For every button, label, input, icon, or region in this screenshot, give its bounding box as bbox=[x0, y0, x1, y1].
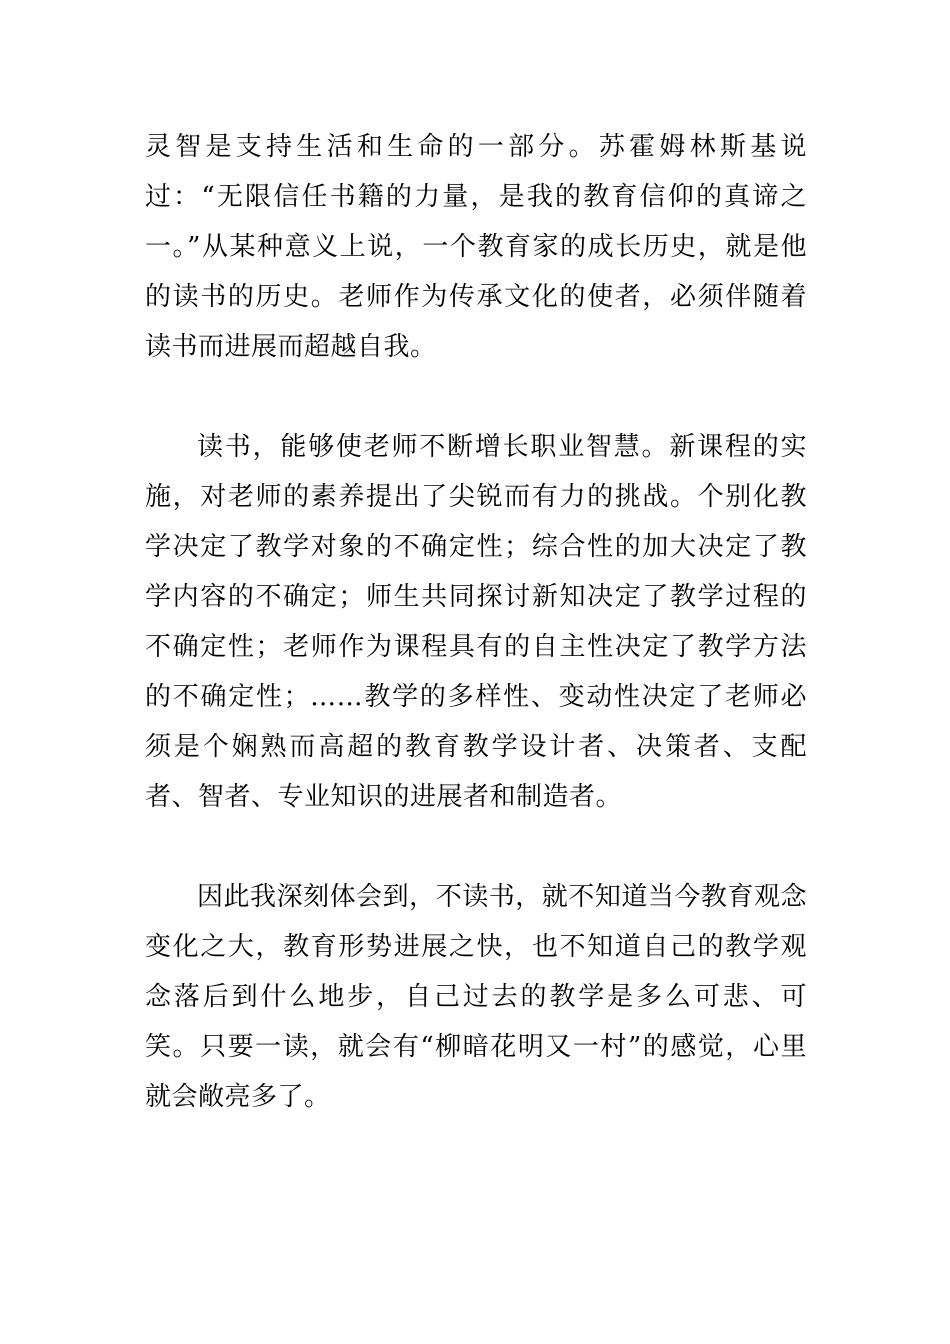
document-body bbox=[145, 122, 807, 1122]
paragraph-continuation: 灵智是支持生活和生命的一部分。苏霍姆林斯基说过：“无限信任书籍的力量，是我的教育信仰的真谛之一。”从某种意义上说，一个教育家的成长历史，就是他的读书的历史。老师作为传承文化的使者，必须伴随着读书而进展而超越自我。 bbox=[145, 132, 807, 362]
paragraph-reading-wisdom: 读书，能够使老师不断增长职业智慧。新课程的实施，对老师的素养提出了尖锐而有力的挑战。个别化教学决定了教学对象的不确定性；综合性的加大决定了教学内容的不确定；师生共同探讨新知决定了教学过程的不确定性；老师作为课程具有的自主性决定了教学方法的不确定性；……教学的多样性、变动性决定了老师必须是个娴熟而高超的教育教学设计者、决策者、支配者、智者、专业知识的进展者和制造者。 bbox=[145, 432, 807, 812]
paragraph-conclusion: 因此我深刻体会到，不读书，就不知道当今教育观念变化之大，教育形势进展之快，也不知道自己的教学观念落后到什么地步，自己过去的教学是多么可悲、可笑。只要一读，就会有“柳暗花明又一村”的感觉，心里就会敞亮多了。 bbox=[145, 882, 807, 1112]
